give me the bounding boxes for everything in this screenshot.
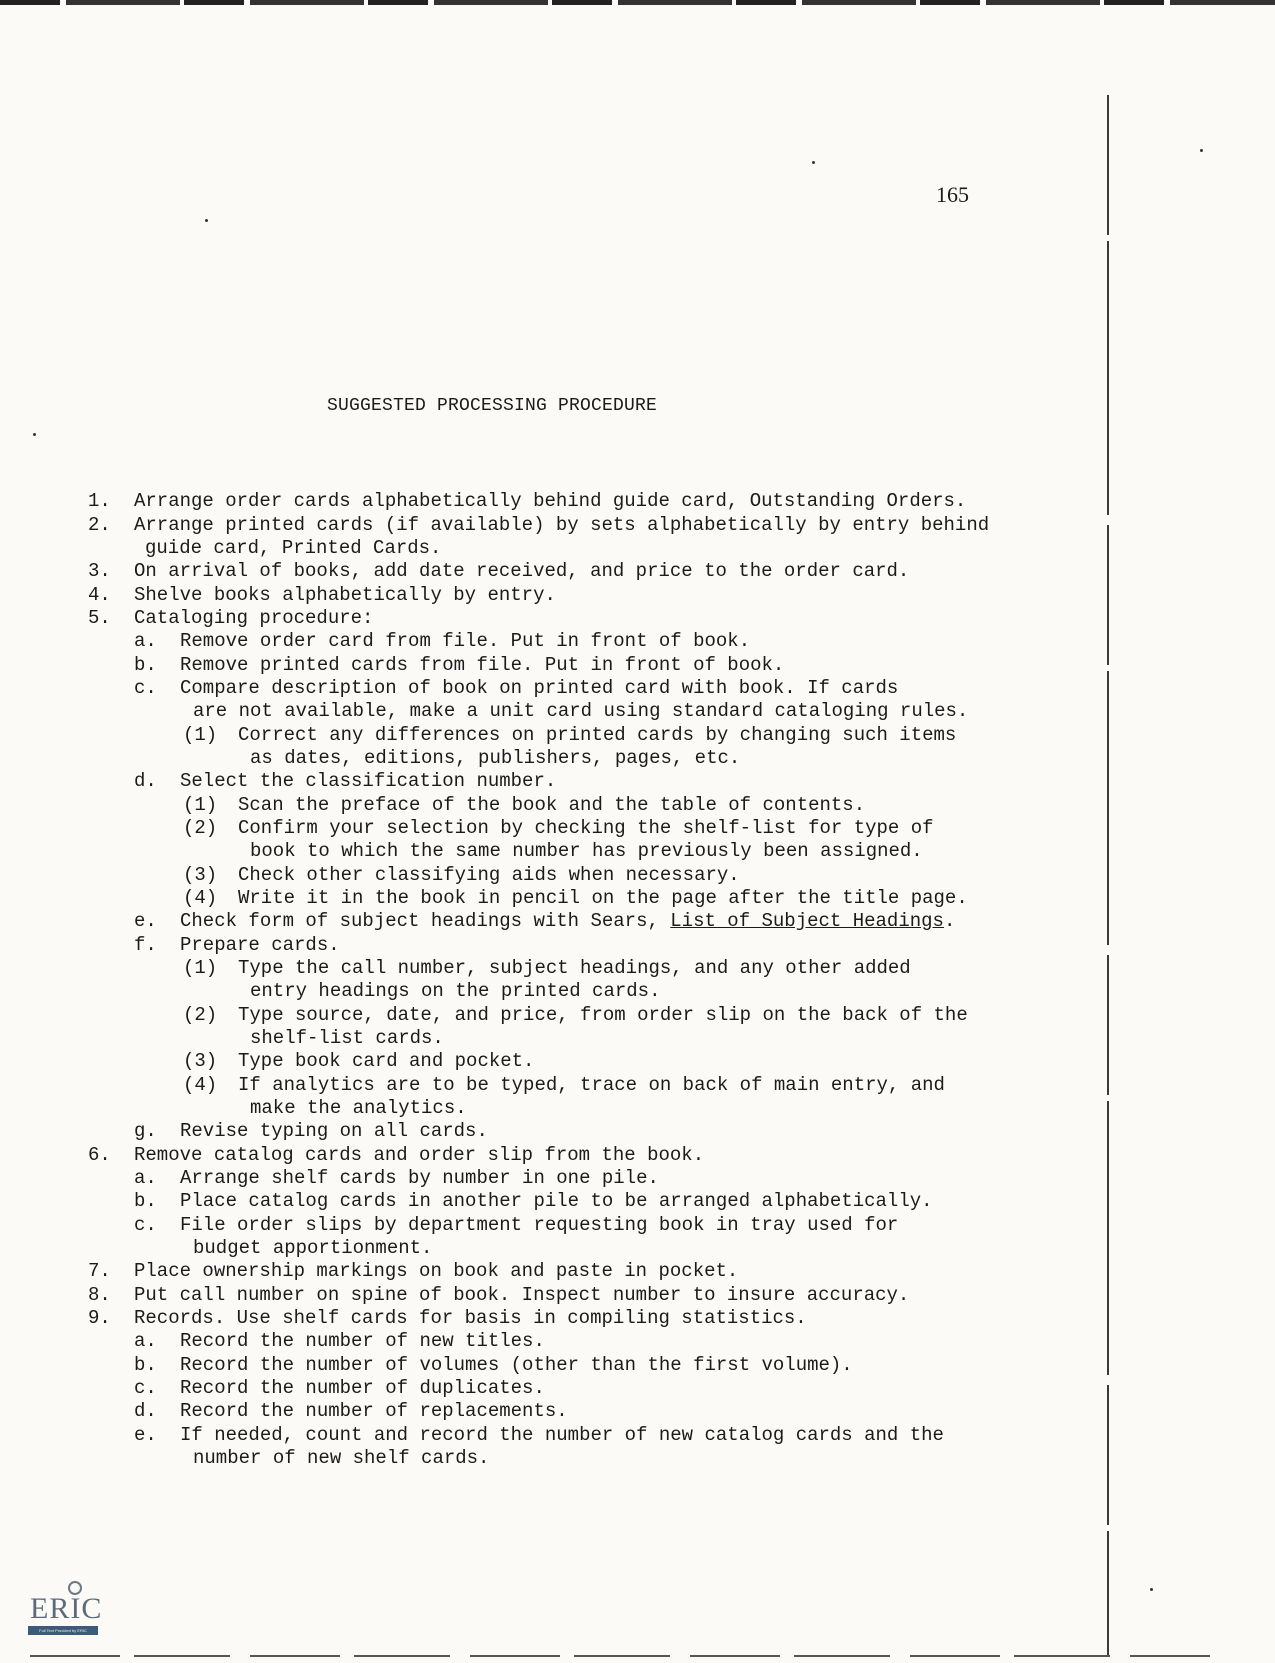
item-marker: 1. <box>88 490 111 512</box>
item-marker: (3) <box>183 864 218 886</box>
scan-bottom-edge <box>30 1655 1210 1657</box>
scan-speck <box>812 161 815 164</box>
item-text: number of new shelf cards. <box>193 1447 490 1469</box>
item-marker: d. <box>134 770 157 792</box>
scan-top-edge <box>0 0 1275 5</box>
eric-logo <box>28 1578 103 1634</box>
item-marker: (4) <box>183 1074 218 1096</box>
item-text: Record the number of volumes (other than the first volume). <box>180 1354 853 1376</box>
item-text: Scan the preface of the book and the table of contents. <box>238 794 866 816</box>
item-marker: e. <box>134 1424 157 1446</box>
item-marker: 2. <box>88 514 111 536</box>
item-text: guide card, Printed Cards. <box>145 537 442 559</box>
logo-tagline: Full Text Provided by ERIC <box>28 1626 98 1635</box>
item-text-lead: Check form of subject headings with Sears, <box>180 910 671 932</box>
item-text: make the analytics. <box>250 1097 467 1119</box>
item-marker: c. <box>134 677 157 699</box>
item-text: Record the number of replacements. <box>180 1400 568 1422</box>
item-marker: 8. <box>88 1284 111 1306</box>
scan-speck <box>205 219 208 222</box>
scan-speck <box>1200 149 1203 152</box>
item-marker: a. <box>134 1330 157 1352</box>
item-text: Cataloging procedure: <box>134 607 374 629</box>
item-text: If needed, count and record the number of new catalog cards and the <box>180 1424 944 1446</box>
item-text: Arrange printed cards (if available) by sets alphabetically by entry behind <box>134 514 990 536</box>
item-text: entry headings on the printed cards. <box>250 980 661 1002</box>
item-text: Record the number of new titles. <box>180 1330 545 1352</box>
item-marker: (4) <box>183 887 218 909</box>
item-marker: 9. <box>88 1307 111 1329</box>
item-marker: a. <box>134 630 157 652</box>
item-text: Remove order card from file. Put in front of book. <box>180 630 751 652</box>
item-marker: g. <box>134 1120 157 1142</box>
item-marker: 5. <box>88 607 111 629</box>
item-text: Type book card and pocket. <box>238 1050 535 1072</box>
item-text: Write it in the book in pencil on the page after the title page. <box>238 887 968 909</box>
item-text: Prepare cards. <box>180 934 340 956</box>
item-marker: (3) <box>183 1050 218 1072</box>
item-text: Arrange shelf cards by number in one pile. <box>180 1167 659 1189</box>
item-marker: b. <box>134 654 157 676</box>
item-text: Records. Use shelf cards for basis in compiling statistics. <box>134 1307 807 1329</box>
item-text: File order slips by department requesting book in tray used for <box>180 1214 899 1236</box>
item-marker: (1) <box>183 794 218 816</box>
item-text: Confirm your selection by checking the shelf-list for type of <box>238 817 934 839</box>
item-marker: 6. <box>88 1144 111 1166</box>
logo-word: ERIC <box>30 1592 103 1625</box>
item-marker: (2) <box>183 1004 218 1026</box>
item-text: book to which the same number has previously been assigned. <box>250 840 923 862</box>
item-marker: (2) <box>183 817 218 839</box>
item-text: Select the classification number. <box>180 770 557 792</box>
item-text: Revise typing on all cards. <box>180 1120 488 1142</box>
item-text: are not available, make a unit card using standard cataloging rules. <box>193 700 969 722</box>
item-text: Check other classifying aids when necessary. <box>238 864 740 886</box>
item-text: Record the number of duplicates. <box>180 1377 545 1399</box>
item-marker: a. <box>134 1167 157 1189</box>
item-text: Remove catalog cards and order slip from the book. <box>134 1144 705 1166</box>
item-text: Type the call number, subject headings, and any other added <box>238 957 911 979</box>
item-text: budget apportionment. <box>193 1237 433 1259</box>
item-marker: (1) <box>183 957 218 979</box>
item-marker: (1) <box>183 724 218 746</box>
item-text-suffix: . <box>943 910 956 932</box>
scan-speck <box>33 433 36 436</box>
item-marker: d. <box>134 1400 157 1422</box>
page-number: 165 <box>936 182 969 207</box>
book-title: List of Subject Headings <box>670 910 944 932</box>
item-text: On arrival of books, add date received, and price to the order card. <box>134 560 910 582</box>
item-text: Remove printed cards from file. Put in front of book. <box>180 654 785 676</box>
item-marker: b. <box>134 1354 157 1376</box>
item-text: Arrange order cards alphabetically behind guide card, Outstanding Orders. <box>134 490 967 512</box>
item-text: shelf-list cards. <box>250 1027 444 1049</box>
item-marker: e. <box>134 910 157 932</box>
item-text: Place ownership markings on book and paste in pocket. <box>134 1260 739 1282</box>
item-marker: b. <box>134 1190 157 1212</box>
item-marker: 7. <box>88 1260 111 1282</box>
item-text: Compare description of book on printed card with book. If cards <box>180 677 899 699</box>
page-title: SUGGESTED PROCESSING PROCEDURE <box>327 396 658 416</box>
item-marker: c. <box>134 1214 157 1236</box>
item-text: Place catalog cards in another pile to be arranged alphabetically. <box>180 1190 933 1212</box>
item-marker: 3. <box>88 560 111 582</box>
item-marker: f. <box>134 934 157 956</box>
item-text: Shelve books alphabetically by entry. <box>134 584 556 606</box>
scan-speck <box>1150 1588 1153 1591</box>
item-text: Put call number on spine of book. Inspect number to insure accuracy. <box>134 1284 910 1306</box>
scan-right-edge <box>1107 95 1109 1655</box>
item-text <box>180 910 955 932</box>
item-text: If analytics are to be typed, trace on back of main entry, and <box>238 1074 945 1096</box>
item-marker: c. <box>134 1377 157 1399</box>
item-marker: 4. <box>88 584 111 606</box>
item-text: Correct any differences on printed cards by changing such items <box>238 724 957 746</box>
item-text: Type source, date, and price, from order slip on the back of the <box>238 1004 968 1026</box>
item-text: as dates, editions, publishers, pages, etc. <box>250 747 741 769</box>
